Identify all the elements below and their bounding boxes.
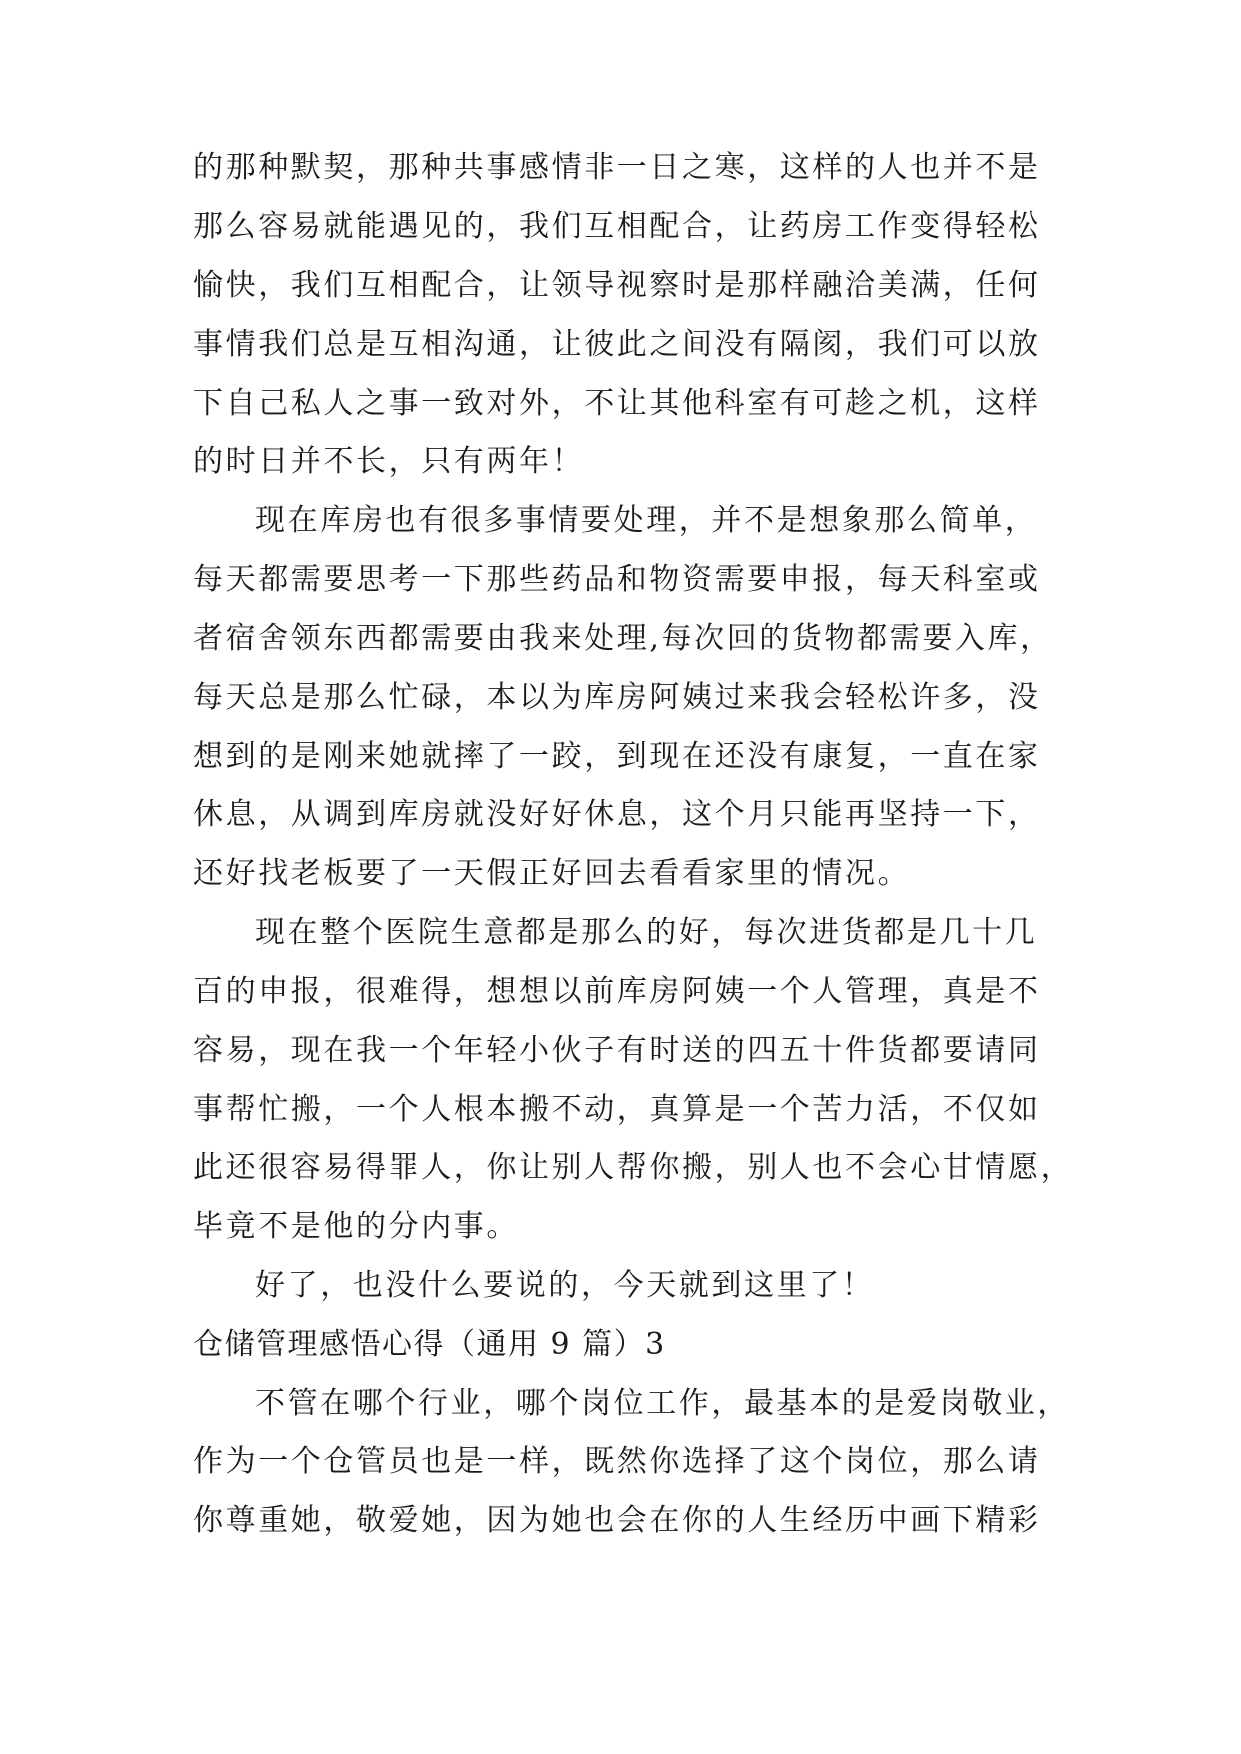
section-heading: 仓储管理感悟心得（通用 9 篇）3 xyxy=(193,1327,666,1362)
paragraph-first-line: 不管在哪个行业，哪个岗位工作，最基本的是爱岗敬业， xyxy=(255,1386,1070,1421)
text-line: 此还很容易得罪人，你让别人帮你搬，别人也不会心甘情愿， xyxy=(193,1150,1074,1185)
text-line: 百的申报，很难得，想想以前库房阿姨一个人管理，真是不 xyxy=(193,974,1041,1009)
text-line: 每天都需要思考一下那些药品和物资需要申报，每天科室或 xyxy=(193,562,1041,597)
text-line: 想到的是刚来她就摔了一跤，到现在还没有康复，一直在家 xyxy=(193,739,1041,774)
text-line: 下自己私人之事一致对外，不让其他科室有可趁之机，这样 xyxy=(193,386,1041,421)
text-line: 的那种默契，那种共事感情非一日之寒，这样的人也并不是 xyxy=(193,150,1041,185)
text-line: 毕竟不是他的分内事。 xyxy=(193,1209,519,1244)
paragraph-first-line: 现在库房也有很多事情要处理，并不是想象那么简单， xyxy=(255,503,1038,538)
paragraph-first-line: 现在整个医院生意都是那么的好，每次进货都是几十几 xyxy=(255,915,1038,950)
text-line: 愉快，我们互相配合，让领导视察时是那样融洽美满，任何 xyxy=(193,268,1041,303)
text-line: 还好找老板要了一天假正好回去看看家里的情况。 xyxy=(193,856,911,891)
text-line: 那么容易就能遇见的，我们互相配合，让药房工作变得轻松 xyxy=(193,209,1041,244)
text-line: 事情我们总是互相沟通，让彼此之间没有隔阂，我们可以放 xyxy=(193,327,1041,362)
paragraph-first-line: 好了，也没什么要说的，今天就到这里了！ xyxy=(255,1268,875,1303)
text-line: 每天总是那么忙碌，本以为库房阿姨过来我会轻松许多，没 xyxy=(193,680,1041,715)
text-line: 你尊重她，敬爱她，因为她也会在你的人生经历中画下精彩 xyxy=(193,1503,1041,1538)
text-line: 休息，从调到库房就没好好休息，这个月只能再坚持一下， xyxy=(193,797,1041,832)
text-line: 的时日并不长，只有两年！ xyxy=(193,444,585,479)
text-line: 作为一个仓管员也是一样，既然你选择了这个岗位，那么请 xyxy=(193,1444,1041,1479)
text-line: 容易，现在我一个年轻小伙子有时送的四五十件货都要请同 xyxy=(193,1033,1041,1068)
text-line: 者宿舍领东西都需要由我来处理,每次回的货物都需要入库， xyxy=(193,621,1053,656)
text-line: 事帮忙搬，一个人根本搬不动，真算是一个苦力活，不仅如 xyxy=(193,1092,1041,1127)
